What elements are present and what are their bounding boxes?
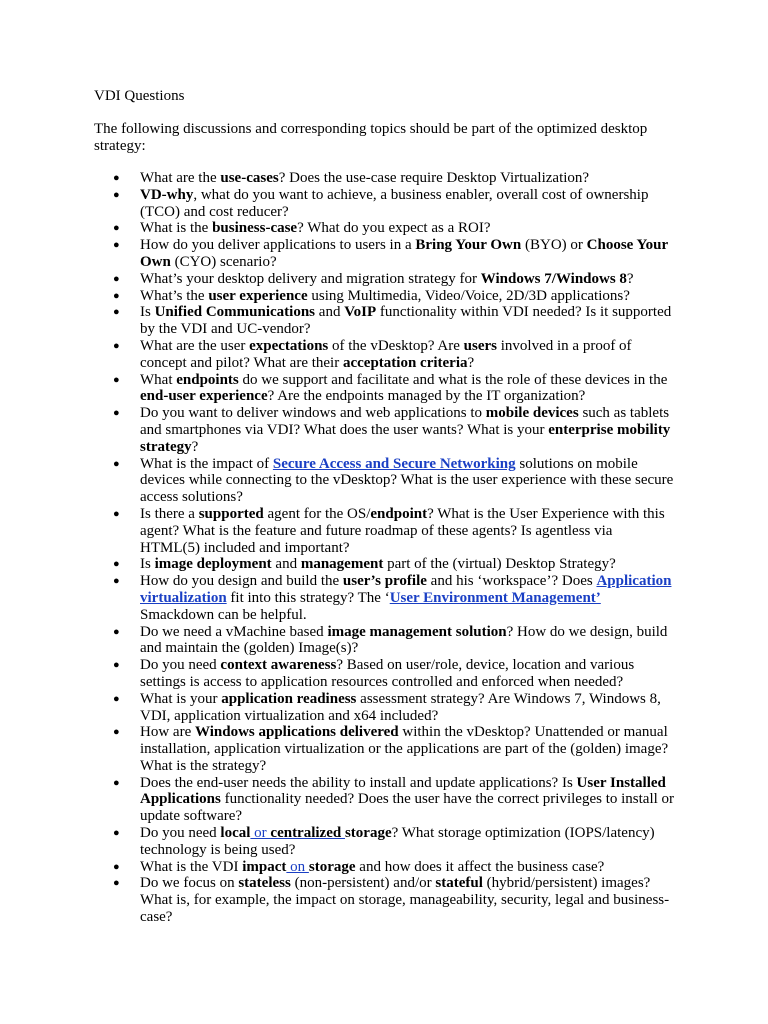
bold-text: stateful [435,875,483,892]
text-run: involved in a proof of concept and pilot? What are their [140,337,632,371]
list-item [0,456,676,506]
text-run: What [140,371,177,388]
bold-text: centralized [270,825,345,842]
list-item [0,573,676,623]
text-run: How do you design and build the [140,573,343,590]
list-item [0,237,676,271]
list-item [0,624,676,658]
list-item [0,170,676,187]
hyperlink[interactable]: Application virtualization [140,573,672,606]
text-run: and how does it affect the business case? [355,858,605,875]
document-title: VDI Questions [94,88,185,104]
list-item [0,657,676,691]
text-run: What is your [140,690,222,707]
text-run: How do you deliver applications to users in a [140,237,416,254]
text-run: Is [140,304,155,321]
bullet-icon: ● [113,692,120,705]
bullet-icon: ● [113,726,120,739]
bold-text: storage [308,858,356,875]
hyperlink[interactable]: Secure Access and Secure Networking [272,455,516,472]
bold-text: users [463,337,497,354]
text-run: (CYO) scenario? [170,253,277,270]
text-run: What’s your desktop delivery and migration strategy for [140,270,481,287]
bold-text: endpoint [370,505,428,522]
list-item [0,288,676,305]
bullet-icon: ● [113,373,120,386]
text-run: (non-persistent) and/or [290,875,436,892]
text-run: ? [626,270,634,287]
text-run: What is the [140,220,213,237]
text-run: Do you need [140,657,221,674]
bold-text: stateless [238,875,291,892]
list-item [0,859,676,876]
text-run: What are the user [140,337,250,354]
bold-text: application readiness [221,690,357,707]
bullet-icon: ● [113,272,120,285]
bullet-icon: ● [113,172,120,184]
bold-text: VoIP [344,304,377,321]
list-item [0,556,676,573]
text-run: ? What storage optimization (IOPS/latency) technology is being used? [140,825,655,858]
bold-text: Choose Your Own [140,237,668,270]
text-run: and his ‘workspace’? Does [426,573,597,590]
bold-text: user experience [208,287,308,304]
text-run: How are [140,724,195,741]
text-run: What is the VDI [140,858,243,875]
bullet-icon: ● [113,339,120,352]
bullet-icon: ● [113,289,120,302]
list-item [0,724,676,774]
text-run: (hybrid/persistent) images? What is, for example, the impact on storage, manageability, security, legal and business-case? [140,875,670,926]
bold-text: impact [242,858,287,875]
text-run: of the vDesktop? Are [328,337,464,354]
text-run: part of the (virtual) Desktop Strategy? [383,556,616,573]
bold-text: mobile devices [485,405,579,422]
hyperlink[interactable]: User Environment Management’ [389,589,601,606]
bold-text: VD-why [140,186,194,203]
bullet-icon: ● [113,659,120,672]
list-item [0,372,676,406]
bold-text: management [300,556,384,573]
bullet-icon: ● [113,188,120,201]
text-run: Is [140,556,155,573]
text-run: ? Based on user/role, device, location and various settings is access to application resources controlled and enforced when needed? [140,657,635,690]
bullet-icon: ● [113,407,120,420]
text-run: Do you need [140,825,221,842]
bullet-icon: ● [113,575,120,588]
bold-text: business-case [212,220,298,237]
text-run: , what do you want to achieve, a business enabler, overall cost of ownership (TCO) and cost reducer? [140,186,649,220]
bullet-icon: ● [113,457,120,470]
bold-text: User Installed Applications [140,774,666,808]
list-item [0,875,676,925]
bold-text: image management solution [327,623,507,640]
text-run: such as tablets and smartphones via VDI? What does the user wants? What is your [140,405,670,438]
bullet-icon: ● [113,239,120,252]
text-run: Does the end-user needs the ability to install and update applications? Is [140,774,577,791]
text-run: do we support and facilitate and what is the role of these devices in the [238,371,668,388]
bold-text: use-cases [220,170,279,186]
bold-text: supported [198,505,264,522]
bold-text: acceptation criteria [342,354,468,371]
text-run: using Multimedia, Video/Voice, 2D/3D applications? [307,287,630,304]
bold-text: enterprise mobility strategy [140,421,671,455]
text-run: ? Does the use-case require Desktop Virtualization? [278,170,590,186]
bullet-icon: ● [113,507,120,520]
text-run: and [271,556,301,573]
list-item [0,304,676,338]
bold-text: local [220,825,251,842]
bold-text: user’s profile [342,573,427,590]
bullet-icon: ● [113,306,120,319]
list-item [0,220,676,237]
bullet-icon: ● [113,222,120,235]
list-item [0,405,676,455]
text-run: and [315,304,345,321]
text-run: What is the impact of [140,455,273,472]
bold-text: Bring Your Own [415,237,522,254]
bold-text: image deployment [154,556,272,573]
text-run: What are the [140,170,221,186]
text-run: assessment strategy? Are Windows 7, Windows 8, VDI, application virtualization and x64 included? [140,690,661,724]
text-run: functionality within VDI needed? Is it supported by the VDI and UC-vendor? [140,304,672,338]
text-run: Is there a [140,505,199,522]
text-run: ? [467,354,475,371]
text-run: solutions on mobile devices while connecting to the vDesktop? What is the user experience with these secure access solutions? [140,455,674,506]
text-run: functionality needed? Does the user have the correct privileges to install or update software? [140,791,675,825]
intro-paragraph: The following discussions and corresponding topics should be part of the optimized desktop strategy: [94,121,648,154]
text-run: fit into this strategy? The ‘ [226,589,390,606]
list-item [0,691,676,725]
text-run: Do we need a vMachine based [140,623,328,640]
list-item [0,775,676,825]
bold-text: Windows applications delivered [194,724,399,741]
bold-text: storage [344,825,392,842]
text-run: ? How do we design, build and maintain the (golden) Image(s)? [140,623,668,657]
text-run: What’s the [140,287,209,304]
text-run: ? What is the User Experience with this agent? What is the feature and future roadmap of these agents? Is agentless via HTML(5) included and important? [140,505,665,556]
bold-text: expectations [249,337,329,354]
bullet-icon: ● [113,877,120,890]
bold-text: Windows 7/Windows 8 [480,270,627,287]
bullet-icon: ● [113,776,120,789]
text-run: within the vDesktop? Unattended or manual installation, application virtualization or the applications are part of the (golden) image? What is the strategy? [140,724,669,774]
bullet-icon: ● [113,860,120,873]
text-run: ? What do you expect as a ROI? [297,220,491,237]
bullet-icon: ● [113,625,120,638]
hyperlink[interactable]: or [250,825,271,842]
text-run: ? Are the endpoints managed by the IT organization? [267,388,586,405]
list-item [0,271,676,288]
text-run: ? [191,438,199,455]
list-item [0,338,676,372]
bold-text: Unified Communications [154,304,316,321]
text-run: (BYO) or [521,237,587,254]
bullet-icon: ● [113,827,120,840]
hyperlink[interactable]: on [286,858,309,875]
text-run: Do we focus on [140,875,239,892]
bold-text: context awareness [220,657,337,674]
list-item [0,506,676,556]
question-list [0,170,676,926]
bold-text: endpoints [176,371,239,388]
bold-text: end-user experience [140,388,268,405]
list-item [0,187,676,221]
bullet-icon: ● [113,558,120,571]
text-run: Smackdown can be helpful. [140,606,307,623]
text-run: agent for the OS/ [263,505,371,522]
text-run: Do you want to deliver windows and web applications to [140,405,486,422]
list-item [0,825,676,859]
